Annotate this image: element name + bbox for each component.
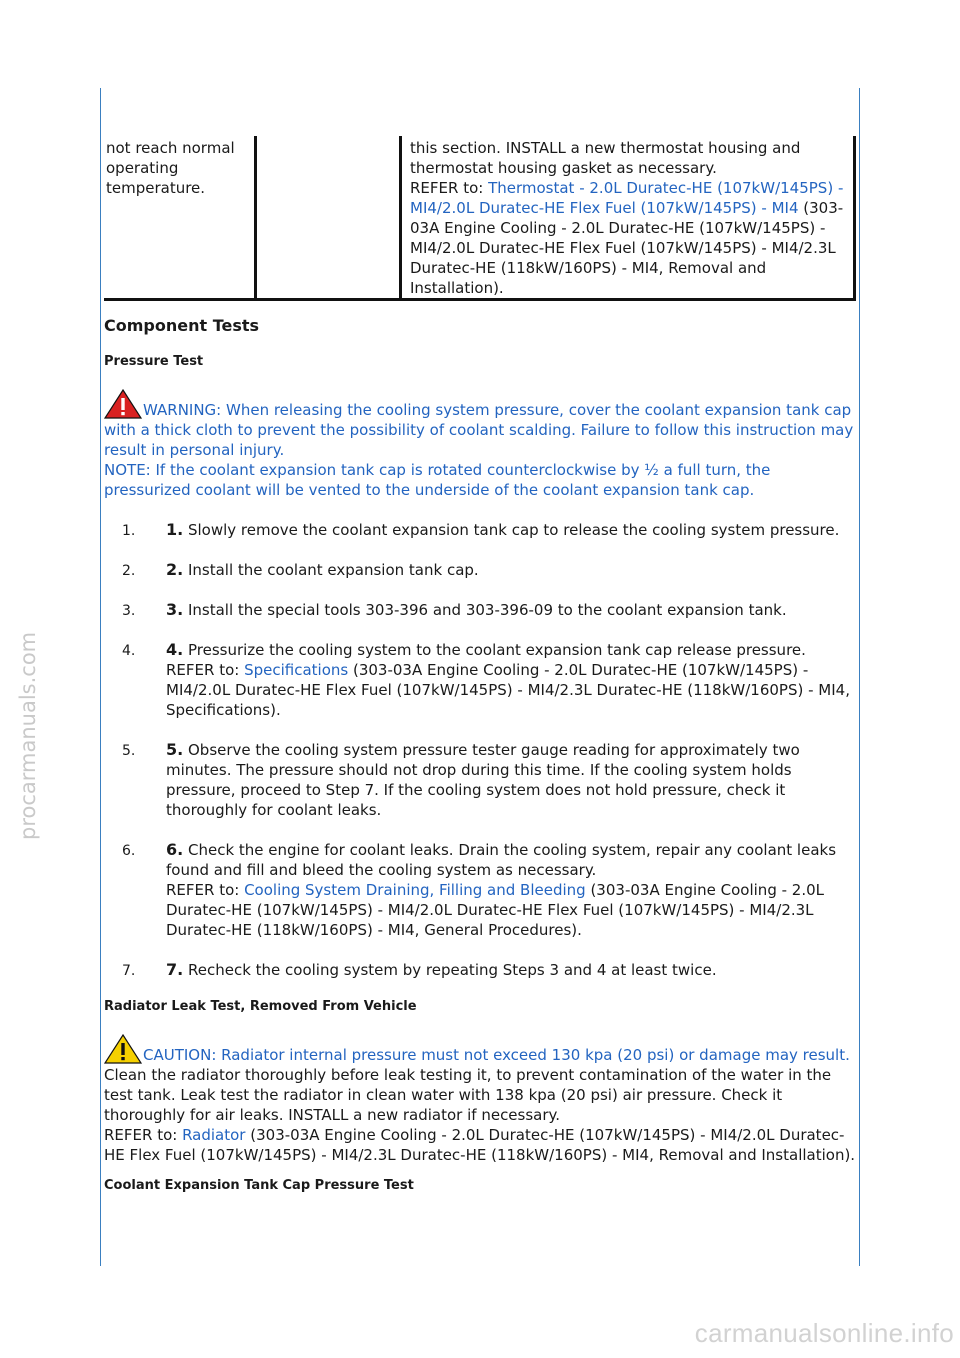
side-watermark-text: procarmanuals.com bbox=[16, 631, 40, 840]
step-number: 7. bbox=[122, 963, 136, 979]
action-text: this section. INSTALL a new thermostat housing and thermostat housing gasket as necessary. bbox=[410, 139, 801, 177]
refer-suffix: (303-03A Engine Cooling - 2.0L Duratec-HE (107kW/145PS) - MI4/2.0L Duratec-HE Flex Fuel (107kW/145PS) - MI4/2.3L Duratec-HE (118kW/160PS) - MI4, Removal and Installation). bbox=[104, 1126, 856, 1164]
radiator-body-text: Clean the radiator thoroughly before leak testing it, to prevent contamination of the water in the test tank. Leak test the radiator in clean water with 138 kpa (20 psi) air pressure. Check it thoroughly for air leaks. INSTALL a new radiator if necessary. bbox=[104, 1066, 832, 1124]
note-text: NOTE: If the coolant expansion tank cap is rotated counterclockwise by ½ a full turn, the pressurized coolant will be vented to the underside of the coolant expansion tank cap. bbox=[104, 461, 771, 499]
condition-cell bbox=[104, 136, 256, 300]
step-number: 2. bbox=[122, 563, 136, 579]
step-text: Slowly remove the coolant expansion tank cap to release the cooling system pressure. bbox=[183, 521, 840, 539]
pressure-test-title: Pressure Test bbox=[104, 354, 204, 369]
step-text: Install the special tools 303-396 and 303-396-09 to the coolant expansion tank. bbox=[183, 601, 787, 619]
refer-suffix: (303-03A Engine Cooling - 2.0L Duratec-HE (107kW/145PS) - MI4/2.0L Duratec-HE Flex Fuel (107kW/145PS) - MI4/2.3L Duratec-HE (118kW/160PS) - MI4, General Procedures). bbox=[166, 881, 824, 939]
refer-suffix: (303-03A Engine Cooling - 2.0L Duratec-HE (107kW/145PS) - MI4/2.0L Duratec-HE Flex Fuel (107kW/145PS) - MI4/2.3L Duratec-HE (118kW/160PS) - MI4, Removal and Installation). bbox=[410, 199, 844, 297]
refer-prefix: REFER to: bbox=[166, 661, 245, 679]
footer-watermark-text: carmanualsonline.info bbox=[694, 1318, 954, 1348]
caution-block bbox=[104, 1034, 856, 1165]
step-link[interactable]: Specifications bbox=[244, 661, 349, 679]
warning-text: WARNING: When releasing the cooling system pressure, cover the coolant expansion tank cap with a thick cloth to prevent the possibility of coolant scalding. Failure to follow this instruction may result in personal injury. bbox=[104, 401, 854, 459]
refer-suffix: (303-03A Engine Cooling - 2.0L Duratec-HE (107kW/145PS) - MI4/2.0L Duratec-HE Flex Fuel (107kW/145PS) - MI4/2.3L Duratec-HE (118kW/160PS) - MI4, Specifications). bbox=[166, 661, 850, 719]
list-item bbox=[104, 960, 856, 980]
step-bold-number: 2. bbox=[166, 560, 184, 579]
step-number: 6. bbox=[122, 843, 136, 859]
refer-prefix: REFER to: bbox=[166, 881, 245, 899]
diagnosis-table bbox=[104, 136, 856, 301]
list-item bbox=[104, 600, 856, 620]
radiator-test-title: Radiator Leak Test, Removed From Vehicle bbox=[104, 999, 417, 1014]
refer-prefix: REFER to: bbox=[410, 179, 489, 197]
table-row bbox=[104, 136, 855, 300]
step-text: Recheck the cooling system by repeating Steps 3 and 4 at least twice. bbox=[183, 961, 717, 979]
step-bold-number: 5. bbox=[166, 740, 184, 759]
step-bold-number: 7. bbox=[166, 960, 184, 979]
step-bold-number: 4. bbox=[166, 640, 184, 659]
footer-watermark bbox=[695, 1318, 954, 1349]
list-item bbox=[104, 740, 856, 820]
warning-block bbox=[104, 389, 856, 500]
list-item bbox=[104, 520, 856, 540]
cause-cell bbox=[256, 136, 401, 300]
refer-prefix: REFER to: bbox=[104, 1126, 183, 1144]
section-title: Component Tests bbox=[104, 316, 260, 335]
list-item bbox=[104, 840, 856, 940]
list-item bbox=[104, 560, 856, 580]
radiator-link[interactable]: Radiator bbox=[182, 1126, 246, 1144]
step-text: Pressurize the cooling system to the coolant expansion tank cap release pressure. bbox=[183, 641, 806, 659]
step-bold-number: 6. bbox=[166, 840, 184, 859]
step-text: Observe the cooling system pressure tester gauge reading for approximately two minutes. The pressure should not drop during this time. If the cooling system holds pressure, proceed to Step 7. If the cooling system does not hold pressure, check it thoroughly for coolant leaks. bbox=[166, 741, 800, 819]
warning-icon bbox=[104, 389, 142, 419]
cap-test-title: Coolant Expansion Tank Cap Pressure Test bbox=[104, 1178, 414, 1193]
step-number: 5. bbox=[122, 743, 136, 759]
step-bold-number: 1. bbox=[166, 520, 184, 539]
step-number: 4. bbox=[122, 643, 136, 659]
caution-icon bbox=[104, 1034, 142, 1064]
left-margin-rule bbox=[100, 88, 101, 1266]
action-cell bbox=[401, 136, 855, 300]
step-text: Install the coolant expansion tank cap. bbox=[183, 561, 479, 579]
step-number: 1. bbox=[122, 523, 136, 539]
list-item bbox=[104, 640, 856, 720]
side-watermark bbox=[12, 631, 44, 840]
step-number: 3. bbox=[122, 603, 136, 619]
steps-list bbox=[104, 520, 856, 980]
right-margin-rule bbox=[859, 88, 860, 1266]
step-link[interactable]: Cooling System Draining, Filling and Bleeding bbox=[244, 881, 586, 899]
thermostat-link[interactable]: Thermostat - 2.0L Duratec-HE (107kW/145PS) - MI4/2.0L Duratec-HE Flex Fuel (107kW/145PS) - MI4 bbox=[410, 179, 844, 217]
caution-text: CAUTION: Radiator internal pressure must not exceed 130 kpa (20 psi) or damage may result. bbox=[143, 1046, 850, 1064]
step-text: Check the engine for coolant leaks. Drain the cooling system, repair any coolant leaks found and fill and bleed the cooling system as necessary. bbox=[166, 841, 837, 879]
document-body bbox=[104, 136, 856, 1195]
step-bold-number: 3. bbox=[166, 600, 184, 619]
condition-text: not reach normal operating temperature. bbox=[106, 139, 235, 197]
